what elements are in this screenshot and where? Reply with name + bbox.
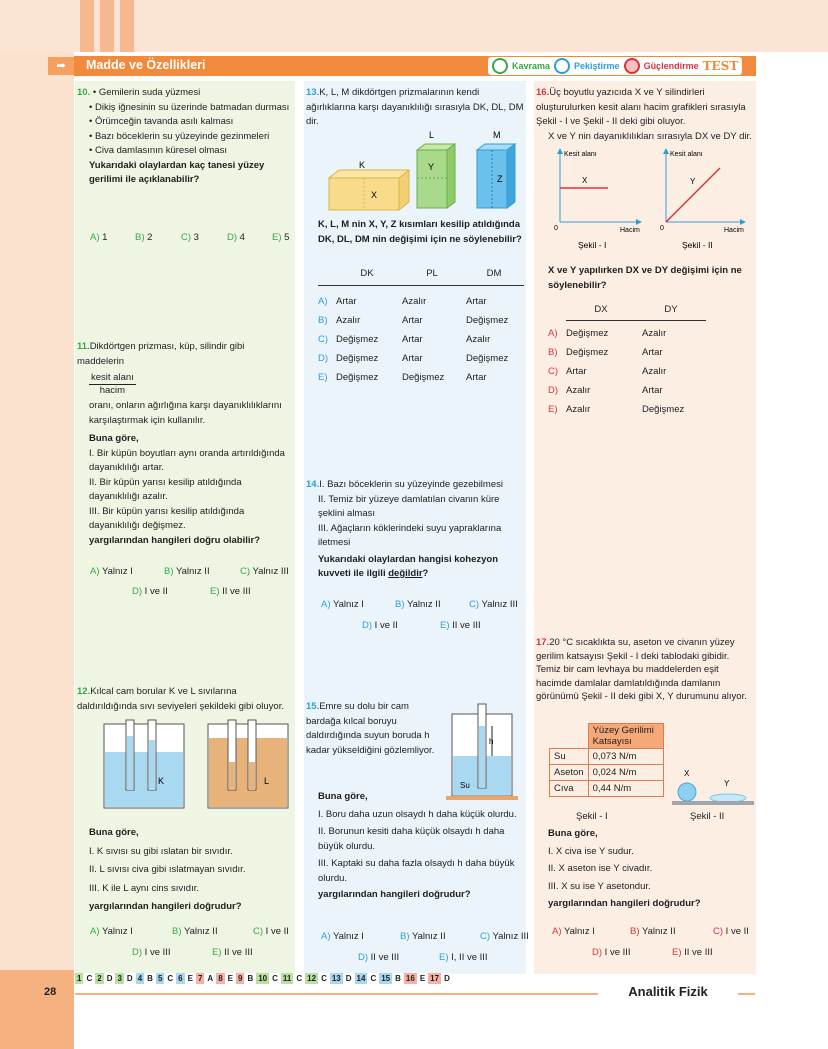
- statement: III. Kaptaki su daha fazla olsaydı h daha büyük olurdu.: [318, 858, 515, 884]
- question-stem: yargılarından hangileri doğru olabilir?: [89, 534, 261, 546]
- glass-figure: [446, 700, 522, 804]
- question-number: 11.: [77, 341, 90, 352]
- answer-key-num: 12: [307, 974, 317, 983]
- label-l: L: [429, 130, 435, 140]
- answer-key-letter: D: [106, 974, 113, 983]
- answer-key-num: 10: [258, 974, 268, 983]
- question-stem: Yukarıdaki olaylardan hangisi kohezyon kuvveti ile ilgili değildir?: [318, 553, 499, 579]
- answer-key-num: 5: [157, 974, 163, 983]
- lead: Buna göre,: [89, 827, 139, 838]
- answer-rows: [548, 324, 684, 419]
- option-a[interactable]: A) Yalnız I: [321, 599, 364, 610]
- question-intro-2: oranı, onların ağırlığına karşı dayanıklılıklarını karşılaştırmak için kullanılır.: [89, 400, 282, 426]
- statement: II. X aseton ise Y civadır.: [548, 863, 653, 874]
- option-b[interactable]: B) Değişmez Artar: [548, 347, 663, 358]
- figure-label: Şekil - II: [690, 811, 725, 822]
- statement: II. L sıvısı civa gibi ıslatmayan sıvıdır.: [89, 864, 246, 875]
- answer-key-letter: B: [247, 974, 254, 983]
- arrow-icon: [663, 148, 669, 154]
- option-b[interactable]: B) Azalır Artar Değişmez: [318, 315, 509, 326]
- answer-key-letter: D: [444, 974, 450, 983]
- option-d[interactable]: D) Azalır Artar: [548, 385, 663, 396]
- option-a[interactable]: A) 1: [90, 232, 108, 243]
- top-stripe: [100, 0, 114, 52]
- table-cell: Aseton: [550, 765, 589, 781]
- question-14: [306, 478, 524, 582]
- question-13: [306, 86, 524, 130]
- lead: Buna göre,: [548, 828, 598, 839]
- series-label: Y: [690, 177, 696, 186]
- answer-key-letter: C: [272, 974, 278, 983]
- option-e[interactable]: E) I, II ve III: [439, 952, 488, 963]
- question-number: 17.: [536, 637, 550, 648]
- option-a[interactable]: A) Yalnız I: [90, 566, 133, 577]
- option-e[interactable]: E) II ve III: [212, 947, 253, 958]
- answer-key-letter: C: [370, 974, 377, 983]
- statement: III. Ağaçların köklerindeki suyu yapraklarına iletmesi: [318, 522, 502, 548]
- question-stem: yargılarından hangileri doğrudur?: [318, 889, 471, 900]
- question-stem: Yukarıdaki olaylardan kaç tanesi yüzey gerilimi ile açıklanabilir?: [89, 159, 265, 185]
- option-b[interactable]: B) Yalnız II: [400, 931, 446, 942]
- question-intro: K, L, M dikdörtgen prizmalarının kendi ağırlıklarına karşı dayanıklılığı sırasıyla DK, DL, DM dir.: [306, 87, 524, 127]
- answer-key-letter: C: [167, 974, 174, 983]
- frown-icon: [624, 58, 640, 74]
- drop-label: Y: [724, 779, 730, 788]
- statement: I. K sıvısı su gibi ıslatan bir sıvıdır.: [89, 845, 233, 857]
- label-h: h: [489, 737, 494, 746]
- question-16: [536, 86, 754, 144]
- statement: I. X civa ise Y sudur.: [548, 845, 634, 857]
- question-intro: Kılcal cam borular K ve L sıvılarına daldırıldığında sıvı seviyeleri şekildeki gibi oluyor.: [77, 686, 284, 712]
- answer-key-num: 7: [197, 974, 203, 983]
- option-b[interactable]: B) Yalnız II: [630, 926, 676, 937]
- question-intro: 20 °C sıcaklıkta su, aseton ve civanın yüzey gerilim katsayısı Şekil - I deki tablodaki gibidir. Temiz bir cam levhaya bu maddelerden eşit hacimde damlalar damlatıldığında damlanın görünümü Şekil - II deki gibi X, Y durumunu alıyor.: [536, 637, 747, 702]
- option-c[interactable]: C) I ve II: [713, 926, 749, 937]
- option-d[interactable]: D) I ve II: [362, 620, 398, 631]
- book-title: Analitik Fizik: [598, 983, 738, 1001]
- col-header: DY: [664, 304, 678, 315]
- figure-label: Şekil - I: [576, 811, 608, 822]
- option-b[interactable]: B) Yalnız II: [172, 926, 218, 937]
- origin-label: 0: [554, 225, 558, 232]
- answer-key-num: 15: [381, 974, 391, 983]
- option-d[interactable]: D) I ve III: [132, 947, 171, 958]
- figure-label: Şekil - I: [578, 240, 607, 250]
- badge-kavrama: Kavrama: [512, 61, 551, 71]
- answer-key-num: 16: [405, 974, 415, 983]
- page-number: 28: [44, 986, 57, 998]
- test-label: TEST: [702, 59, 739, 73]
- option-a[interactable]: A) Yalnız I: [90, 926, 133, 937]
- answer-key-letter: B: [147, 974, 153, 983]
- left-margin: [0, 52, 74, 1049]
- tube-liquid: [127, 736, 133, 790]
- option-e[interactable]: E) II ve III: [672, 947, 713, 958]
- label-su: Su: [460, 781, 470, 790]
- table-cell: Cıva: [550, 781, 589, 797]
- option-d[interactable]: D) I ve II: [132, 586, 168, 597]
- option-b[interactable]: B) Yalnız II: [164, 566, 210, 577]
- table-cell: 0,024 N/m: [588, 765, 663, 781]
- option-c[interactable]: C) I ve II: [253, 926, 289, 937]
- answer-key-letter: B: [395, 974, 401, 983]
- option-c[interactable]: C) Yalnız III: [240, 566, 289, 577]
- prism-k-top: [329, 170, 409, 178]
- prism-m-side: [507, 144, 515, 208]
- table-header: Yüzey Gerilimi Katsayısı: [588, 724, 663, 749]
- label-m: M: [493, 130, 501, 140]
- answer-key-num: 4: [137, 974, 143, 983]
- question-15-body: [318, 790, 524, 903]
- arrow-icon: [740, 219, 746, 225]
- question-17-body: [548, 827, 754, 912]
- option-a[interactable]: A) Yalnız I: [321, 931, 364, 942]
- bullet: Gemilerin suda yüzmesi: [98, 87, 201, 98]
- question-15: [306, 700, 444, 758]
- bullet: Örümceğin tavanda asılı kalması: [94, 116, 234, 127]
- statement: III. Bir küpün yarısı kesilip atıldığında dayanıklılığı değişmez.: [89, 505, 245, 531]
- drop-x: [678, 783, 696, 801]
- answer-key-letter: C: [86, 974, 93, 983]
- table-cell: 0,44 N/m: [588, 781, 663, 797]
- level-badges: [488, 57, 742, 75]
- answer-key-num: 17: [430, 974, 440, 983]
- badge-pekistirme: Pekiştirme: [574, 61, 620, 71]
- drops-figure: [672, 766, 754, 806]
- table-cell: Su: [550, 749, 589, 765]
- question-number: 14.: [306, 479, 320, 490]
- statement: II. Temiz bir yüzeye damlatılan civanın küre şeklini alması: [318, 493, 500, 519]
- question-10: 10. • Gemilerin suda yüzmesi • Dikiş iğnesinin su üzerinde batmadan durması • Örümceğin tavanda asılı kalması • Bazı böceklerin su yüzeyinde gezinmeleri • Civa damlasının küresel olması Yukarıdaki olaylardan kaç tanesi yüzey gerilimi ile açıklanabilir?: [77, 86, 291, 188]
- option-c[interactable]: C) Yalnız III: [480, 931, 529, 942]
- option-c[interactable]: C) Artar Azalır: [548, 366, 667, 377]
- answer-key-num: 8: [218, 974, 223, 983]
- question-12: [77, 685, 291, 714]
- tube-liquid: [149, 740, 155, 790]
- statement: I. Bazı böceklerin su yüzeyinde gezebilmesi: [319, 479, 503, 490]
- section-title: Madde ve Özellikleri: [86, 58, 206, 72]
- answer-key-letter: A: [207, 974, 214, 983]
- surface-tension-table: [549, 723, 664, 797]
- col-header: DX: [594, 304, 608, 315]
- option-c[interactable]: C) Değişmez Artar Azalır: [318, 334, 491, 345]
- tube-liquid: [249, 762, 255, 790]
- question-stem: yargılarından hangileri doğrudur?: [89, 901, 242, 912]
- option-e[interactable]: E) II ve III: [440, 620, 481, 631]
- question-intro: Üç boyutlu yazıcıda X ve Y silindirleri oluşturulurken kesit alanı hacim grafikleri sırasıyla Şekil - I ve Şekil - II deki gibi oluyor.: [536, 87, 746, 127]
- bullet: Dikiş iğnesinin su üzerinde batmadan durması: [94, 101, 290, 113]
- option-d[interactable]: D) Değişmez Artar Değişmez: [318, 353, 509, 364]
- option-a[interactable]: A) Değişmez Azalır: [548, 328, 667, 339]
- option-e[interactable]: E) Azalır Değişmez: [548, 404, 685, 415]
- option-a[interactable]: A) Artar Azalır Artar: [318, 296, 487, 307]
- series-label: X: [582, 176, 588, 185]
- statement: I. Bir küpün boyutları aynı oranda artırıldığında dayanıklılığı artar.: [89, 447, 285, 473]
- tube-water: [479, 726, 485, 788]
- question-number: 13.: [306, 87, 320, 98]
- answer-key-letter: C: [296, 974, 303, 983]
- answer-key-num: 1: [77, 974, 82, 983]
- statement: III. K ile L aynı cins sıvıdır.: [89, 882, 199, 894]
- top-stripe: [80, 0, 94, 52]
- option-e[interactable]: E) Değişmez Değişmez Artar: [318, 372, 487, 383]
- tube-liquid: [229, 762, 235, 790]
- smile-icon: [492, 58, 508, 74]
- answer-key-num: 11: [282, 974, 292, 983]
- question-number: 15.: [306, 701, 320, 712]
- bullet: Bazı böceklerin su yüzeyinde gezinmeleri: [94, 130, 270, 142]
- answer-key-num: 9: [238, 974, 243, 983]
- drop-label: X: [684, 769, 690, 778]
- option-d[interactable]: D) II ve III: [358, 952, 400, 963]
- label-z: Z: [497, 174, 503, 184]
- answer-key-num: 14: [356, 974, 366, 983]
- col-header: PL: [426, 268, 438, 279]
- question-intro: Dikdörtgen prizması, küp, silindir gibi maddelerin: [77, 341, 245, 367]
- label-k: K: [158, 776, 165, 786]
- label-x: X: [371, 190, 378, 200]
- label-l: L: [264, 776, 270, 786]
- prism-l: [417, 150, 447, 208]
- option-b[interactable]: B) Yalnız II: [395, 599, 441, 610]
- arrow-icon: [557, 148, 563, 154]
- question-number: 16.: [536, 87, 550, 98]
- question-stem: K, L, M nin X, Y, Z kısımları kesilip atıldığında DK, DL, DM nin değişimi için ne söylenebilir?: [318, 219, 522, 245]
- statement: II. Borunun kesiti daha küçük olsaydı h daha büyük olurdu.: [318, 826, 505, 852]
- liquid-k: [105, 752, 183, 807]
- question-intro: Emre su dolu bir cam bardağa kılcal boruyu daldırdığında suyun boruda h kadar yükseldiğini gözlemliyor.: [306, 701, 435, 756]
- question-17: [536, 636, 754, 704]
- col-header: DK: [360, 268, 374, 279]
- axis-label: Hacim: [724, 227, 744, 234]
- option-b[interactable]: B) 2: [135, 232, 153, 243]
- axis-label: Kesit alanı: [564, 151, 597, 158]
- drop-y: [710, 794, 746, 802]
- answer-key: [75, 973, 453, 984]
- answer-rows: [318, 292, 508, 387]
- question-stem: yargılarından hangileri doğrudur?: [548, 898, 701, 909]
- lead: Buna göre,: [89, 433, 139, 444]
- label-y: Y: [428, 162, 435, 172]
- answer-key-num: 6: [178, 974, 183, 983]
- answer-key-letter: D: [345, 974, 352, 983]
- answer-key-num: 3: [117, 974, 122, 983]
- question-11: [77, 340, 291, 548]
- label-k: K: [359, 160, 366, 170]
- glass-plate: [672, 801, 754, 805]
- answer-table: [566, 304, 706, 321]
- option-d[interactable]: D) I ve III: [592, 947, 631, 958]
- option-e[interactable]: E) 5: [272, 232, 290, 243]
- answer-key-letter: C: [321, 974, 327, 983]
- option-c[interactable]: C) Yalnız III: [469, 599, 518, 610]
- figure-label: Şekil - II: [682, 240, 713, 250]
- prism-l-side: [447, 144, 455, 208]
- question-intro-2: X ve Y nin dayanıklılıkları sırasıyla DX ve DY dir.: [548, 130, 752, 142]
- statement: I. Boru daha uzun olsaydı h daha küçük olurdu.: [318, 808, 517, 820]
- prisms-figure: [325, 128, 525, 214]
- answer-key-letter: E: [227, 974, 233, 983]
- col-header: DM: [486, 268, 502, 279]
- axis-label: Hacim: [620, 227, 640, 234]
- capillary-figure: [100, 718, 300, 818]
- smile-icon: [554, 58, 570, 74]
- answer-key-num: 13: [331, 974, 341, 983]
- statement: II. Bir küpün yarısı kesilip atıldığında dayanıklılığı azalır.: [89, 476, 242, 502]
- question-number: 10.: [77, 87, 91, 98]
- graphs-figure: [548, 146, 748, 252]
- option-c[interactable]: C) 3: [181, 232, 199, 243]
- badge-guclendirme: Güçlendirme: [643, 61, 699, 71]
- table-cell: 0,073 N/m: [588, 749, 663, 765]
- option-d[interactable]: D) 4: [227, 232, 245, 243]
- lead: Buna göre,: [318, 791, 368, 802]
- answer-key-letter: E: [187, 974, 193, 983]
- axis-label: Kesit alanı: [670, 151, 703, 158]
- question-number: 12.: [77, 686, 91, 697]
- arrow-icon: ➡: [48, 57, 74, 75]
- answer-key-num: 2: [97, 974, 102, 983]
- answer-key-letter: E: [419, 974, 426, 983]
- statement: III. X su ise Y asetondur.: [548, 880, 651, 892]
- option-a[interactable]: A) Yalnız I: [552, 926, 595, 937]
- answer-key-letter: D: [126, 974, 133, 983]
- top-stripe: [120, 0, 134, 52]
- option-e[interactable]: E) II ve III: [210, 586, 251, 597]
- question-stem: X ve Y yapılırken DX ve DY değişimi için ne söylenebilir?: [548, 265, 742, 291]
- bullet: Civa damlasının küresel olması: [94, 145, 227, 156]
- answer-table: [318, 268, 524, 286]
- page-corner: [0, 970, 74, 1049]
- fraction: kesit alanı hacim: [91, 371, 134, 396]
- arrow-icon: [636, 219, 642, 225]
- question-12-body: [89, 826, 293, 915]
- origin-label: 0: [660, 225, 664, 232]
